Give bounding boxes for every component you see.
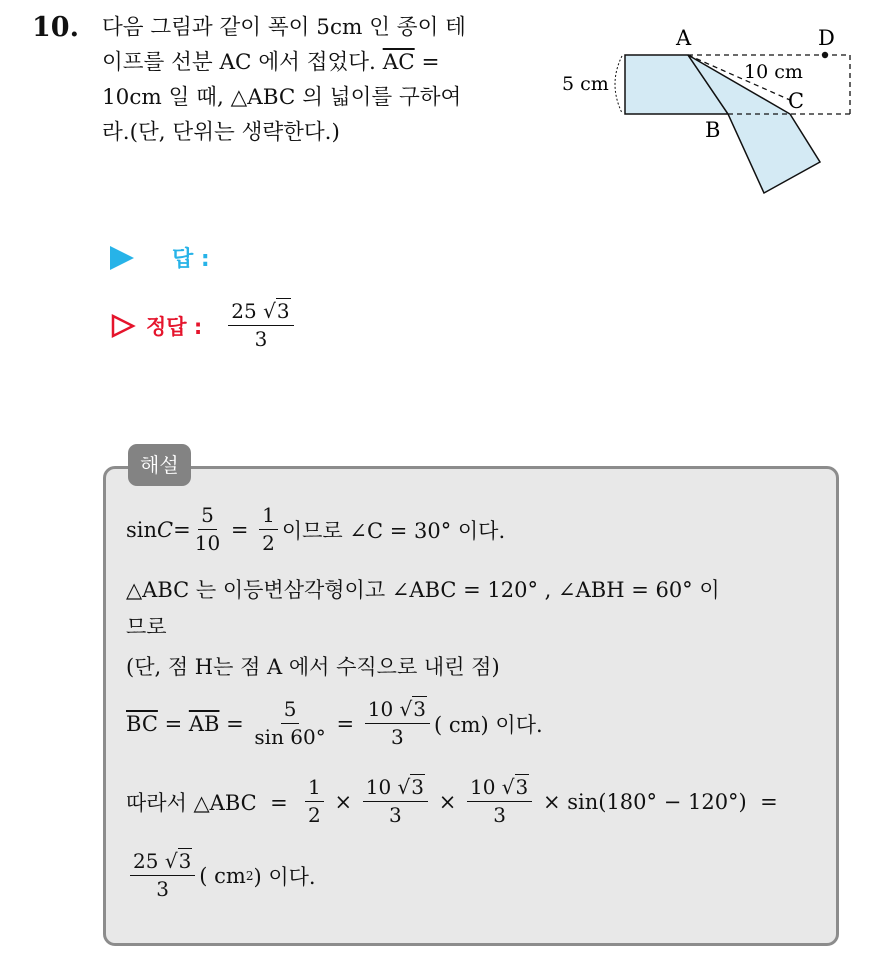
explanation-tag: 해설	[128, 444, 191, 486]
point-d	[822, 52, 828, 58]
sqrt: √3	[399, 697, 427, 721]
label-d: D	[818, 26, 835, 50]
question-line-2: 이프를 선분 AC 에서 접었다. $\overline{AC}$ =	[102, 50, 440, 75]
play-triangle-icon	[110, 246, 134, 270]
solution-row	[110, 300, 298, 351]
label-c: C	[788, 89, 805, 113]
width-brace	[615, 56, 622, 113]
solution-label: 정답 :	[110, 311, 202, 341]
label-ac-length: 10 cm	[744, 61, 803, 83]
answer-label: 답 :	[172, 247, 210, 272]
outline-triangle-icon	[110, 313, 136, 339]
solution-fraction: $\frac{25 √3}{3}$	[228, 300, 293, 351]
sqrt: √3	[263, 299, 290, 323]
folded-tape-figure	[556, 22, 856, 202]
question-number: 10.	[32, 12, 79, 43]
sqrt: √3	[164, 849, 192, 873]
label-a: A	[676, 26, 692, 50]
label-width: 5 cm	[562, 73, 609, 95]
label-b: B	[705, 118, 721, 142]
sqrt: √3	[501, 775, 529, 799]
answer-row	[110, 242, 210, 273]
explanation-line-7: $\frac{25 √3}{3}$ ( cm 2 ) 이다.	[126, 850, 316, 901]
segment-ac: $\overline{AC}$	[382, 50, 415, 75]
explanation-line-5: $\overline{BC}$ = $\overline{AB}$ = $\frac{5}{\sin 60^\circ}$ = $\frac{10 √3}{3}$ ( cm) 이다.	[126, 697, 543, 749]
explanation-line-1: sin C = $\frac{5}{10}$ = $\frac{1}{2}$ 이므로 ∠C = 30° 이다.	[126, 503, 506, 555]
question-line-3: 10cm 일 때, △ABC 의 넓이를 구하여	[102, 85, 462, 110]
question-line-1: 다음 그림과 같이 폭이 5cm 인 종이 테	[102, 15, 466, 40]
question-line-4: 라.(단, 단위는 생략한다.)	[102, 120, 340, 145]
explanation-line-6: 따라서 △ABC = $\frac{1}{2}$ × $\frac{10 √3}{3}$ × $\frac{10 √3}{3}$ × sin(180° − 120°) =	[126, 775, 778, 827]
explanation-line-4: (단, 점 H는 점 A 에서 수직으로 내린 점)	[126, 655, 500, 679]
explanation-line-2: △ABC 는 이등변삼각형이고 ∠ABC = 120° , ∠ABH = 60° 이	[126, 578, 720, 602]
question-text	[102, 10, 540, 150]
explanation-line-3: 므로	[126, 615, 167, 639]
sqrt: √3	[397, 775, 425, 799]
